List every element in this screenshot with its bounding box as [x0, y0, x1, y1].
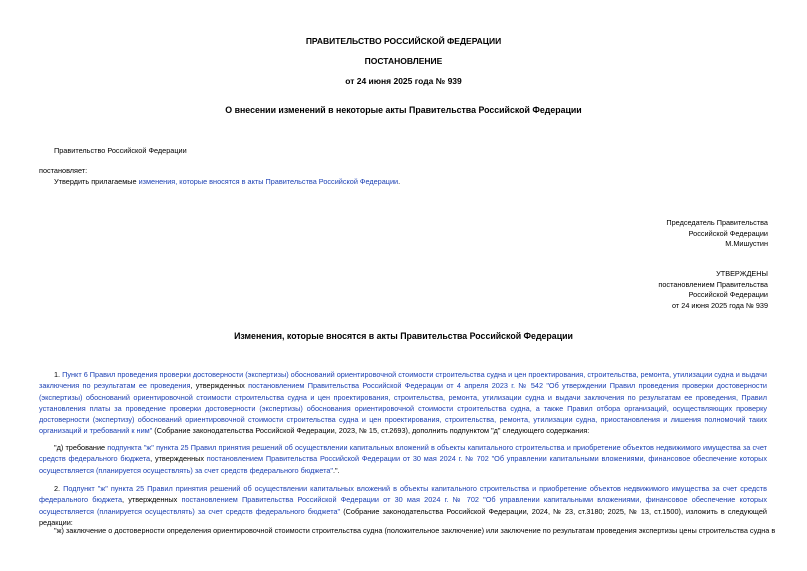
item-1	[39, 369, 767, 437]
item-1-text-tail: (Собрание законодательства Российской Федерации, 2023, № 15, ст.2693), дополнить подпунктом "д" следующего содержания:	[152, 426, 590, 436]
quote-d	[39, 442, 767, 476]
item-1-link-rules[interactable]: Пункт 6 Правил проведения проверки достоверности (экспертизы) обоснований ориентировочной стоимости строительства судна и цен проектирования, строительства, ремонта, утилизации судна и выдачи заключения по результатам ее проведения	[39, 370, 767, 391]
item-2-prefix: 2.	[54, 484, 64, 493]
item-1-text-approved: , утвержденных	[190, 381, 249, 391]
government-heading: ПРАВИТЕЛЬСТВО РОССИЙСКОЙ ФЕДЕРАЦИИ	[305, 36, 502, 46]
quote-d-text-tail: .".	[333, 465, 340, 475]
quote-d-link-subparagraph[interactable]: подпункта "ж" пункта 25 Правил принятия решений об осуществлении капитальных вложений в объекты капитального строительства и приобретение объектов недвижимого имущества за счет средств федерального бюджета	[39, 443, 767, 464]
changes-title: Изменения, которые вносятся в акты Правительства Российской Федерации	[234, 331, 573, 341]
approve-paragraph	[54, 177, 400, 186]
signature-position-2: Российской Федерации	[688, 228, 768, 238]
item-2-link-resolution[interactable]: постановлением Правительства Российской Федерации от 30 мая 2024 г. № 702 "Об управлении капитальными вложениями, финансовое обеспечение которых осуществляется (планируется осуществлять) за счет средств федерального бюджета"	[39, 495, 767, 516]
date-number: от 24 июня 2025 года № 939	[345, 76, 462, 86]
approved-line-4: от 24 июня 2025 года № 939	[672, 300, 768, 310]
approved-block	[658, 269, 768, 311]
signature-block	[666, 218, 768, 250]
quote-d-prefix: "д) требование	[54, 443, 108, 452]
quote-d-text-approved: , утвержденных	[150, 454, 207, 464]
doc-type-heading: ПОСТАНОВЛЕНИЕ	[364, 56, 443, 66]
item-2-link-subparagraph[interactable]: Подпункт "ж" пункта 25 Правил принятия решений об осуществлении капитальных вложений в объекты капитального строительства и приобретение объектов недвижимого имущества за счет средств федерального бюджета	[39, 484, 767, 505]
changes-link[interactable]: изменения, которые вносятся в акты Правительства Российской Федерации	[138, 177, 399, 186]
signature-position: Председатель Правительства	[666, 218, 768, 227]
item-2	[39, 483, 767, 528]
document-title: О внесении изменений в некоторые акты Правительства Российской Федерации	[225, 105, 582, 115]
approved-label: УТВЕРЖДЕНЫ	[716, 269, 768, 278]
approve-suffix: .	[398, 177, 401, 186]
item-1-link-resolution[interactable]: постановлением Правительства Российской Федерации от 4 апреля 2023 г. № 542 "Об утверждении Правил проведения проверки достоверности (экспертизы) обоснований ориентировочной стоимости строительства судна и цен проектирования, строительства, ремонта, утилизации судна и выдачи заключения по результатам ее проведения, Правил установления платы за проведение проверки достоверности (экспертизы) обоснования ориентировочной стоимости строительства судна, а также Правил отбора организаций, осуществляющих проверку достоверности (экспертизу) обоснований ориентировочной стоимости строительства судна и цен проектирования, строительства, ремонта, утилизации судна, приостановления и лишения полномочий таких организаций и требований к ним"	[39, 381, 767, 436]
approve-prefix: Утвердить прилагаемые	[54, 177, 139, 186]
signature-name: М.Мишустин	[725, 239, 768, 248]
item-1-prefix: 1.	[54, 370, 63, 379]
approved-line-2: постановлением Правительства	[658, 279, 768, 289]
approved-line-3: Российской Федерации	[688, 290, 768, 299]
issuer-text: Правительство Российской Федерации	[54, 146, 187, 155]
quote-zh: "ж) заключение о достоверности определения ориентировочной стоимости строительства судна (положительное заключение) или заключение по результатам проведения экспертизы цены строительства судна в	[54, 526, 776, 535]
quote-d-link-resolution[interactable]: постановлением Правительства Российской Федерации от 30 мая 2024 г. № 702 "Об управлении капитальными вложениями, финансовое обеспечение которых осуществляется (планируется осуществлять) за счет средств федерального бюджета"	[39, 454, 767, 475]
item-2-text-tail: (Собрание законодательства Российской Федерации, 2024, № 23, ст.3180; 2025, № 13, ст.1500), изложить в следующей редакции:	[39, 506, 767, 527]
item-2-text-approved: , утвержденных	[122, 495, 182, 505]
resolves-text: постановляет:	[39, 166, 88, 175]
